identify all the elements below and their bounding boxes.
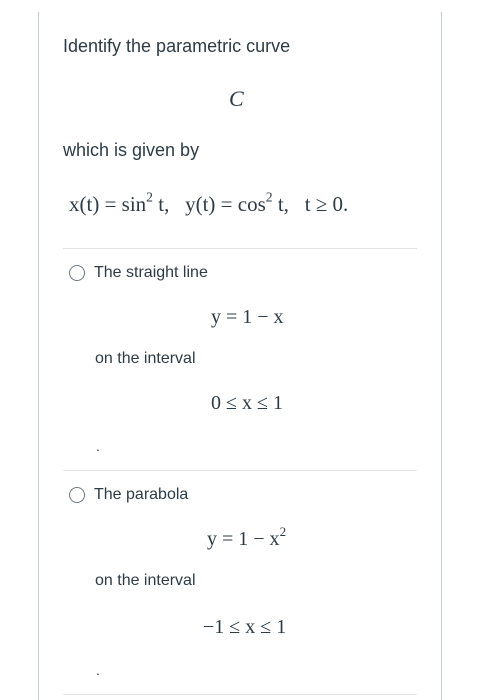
option-1-equation: y = 1 − x [211, 306, 284, 328]
answer-option-1[interactable] [69, 264, 208, 282]
x-equation-rhs: t, [153, 192, 170, 216]
option-2-equation-base: y = 1 − x [207, 528, 280, 550]
y-equation-lhs: y(t) = cos [185, 192, 266, 216]
divider [63, 694, 417, 695]
x-equation-exponent: 2 [146, 189, 153, 205]
divider [63, 248, 417, 249]
answer-option-2[interactable] [69, 486, 188, 504]
radio-button-option-1[interactable] [69, 265, 85, 281]
question-given-by: which is given by [63, 140, 200, 160]
y-equation-rhs: t, [272, 192, 289, 216]
question-intro: Identify the parametric curve [63, 36, 291, 56]
divider [63, 470, 417, 471]
curve-symbol: C [229, 86, 244, 111]
parametric-equations [69, 189, 349, 217]
question-card [38, 12, 442, 700]
radio-button-option-2[interactable] [69, 487, 85, 503]
y-equation-exponent: 2 [265, 189, 273, 205]
x-equation-lhs: x(t) = sin [69, 192, 147, 216]
option-1-interval-text: on the interval [95, 350, 196, 367]
option-1-interval: 0 ≤ x ≤ 1 [211, 392, 283, 414]
option-1-label: The straight line [94, 264, 208, 281]
option-2-interval: −1 ≤ x ≤ 1 [203, 616, 287, 638]
option-2-trailing-period: . [96, 662, 100, 678]
option-2-label: The parabola [94, 486, 189, 503]
t-condition: t ≥ 0. [304, 192, 349, 216]
option-2-interval-text: on the interval [95, 572, 196, 589]
option-2-equation [207, 523, 287, 551]
option-1-trailing-period: . [96, 438, 100, 454]
option-2-equation-exponent: 2 [279, 523, 287, 539]
